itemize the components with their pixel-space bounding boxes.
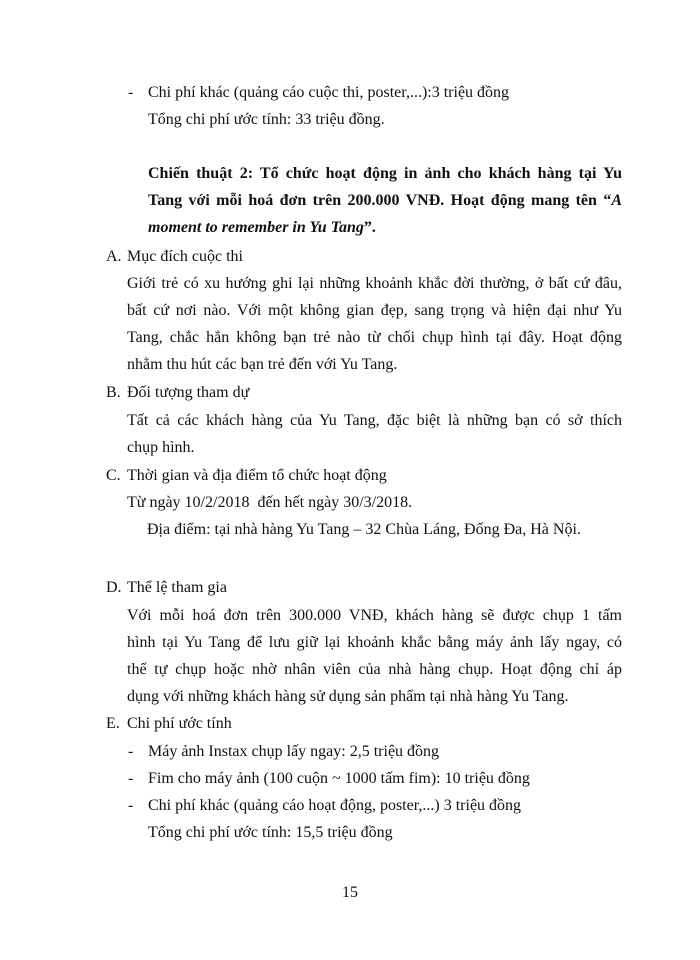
section-d-line: hình tại Yu Tang để lưu giữ lại khoảnh khắc bằng máy ảnh lấy ngay, có: [127, 634, 622, 651]
page-number: 15: [342, 884, 358, 901]
total-cost-line: Tổng chi phí ước tính: 33 triệu đồng.: [148, 111, 385, 128]
section-a-line: Giới trẻ có xu hướng ghi lại những khoảnh khắc đời thường, ở bất cứ đâu,: [127, 275, 622, 292]
strategy-heading-line3: [148, 217, 376, 239]
section-c-letter: C.: [106, 467, 121, 484]
section-e-total: Tổng chi phí ước tính: 15,5 triệu đồng: [148, 824, 393, 841]
section-e-letter: E.: [106, 715, 120, 732]
section-b-line: Tất cả các khách hàng của Yu Tang, đặc biệt là những bạn có sở thích: [127, 412, 622, 429]
strategy-text: Tang với mỗi hoá đơn trên 200.000 VNĐ. Hoạt động mang tên “: [148, 192, 612, 209]
section-a-line: nhằm thu hút các bạn trẻ đến với Yu Tang.: [127, 356, 398, 373]
section-a-line: bất cứ nơi nào. Với một không gian đẹp, sang trọng và hiện đại như Yu: [127, 302, 622, 319]
section-a-title: Mục đích cuộc thi: [127, 248, 243, 265]
strategy-heading-line2: [148, 190, 622, 212]
bullet-dash: -: [128, 770, 134, 787]
bullet-dash: -: [128, 797, 134, 814]
strategy-heading-line1: Chiến thuật 2: Tổ chức hoạt động in ảnh cho khách hàng tại Yu: [148, 165, 622, 182]
section-b-letter: B.: [106, 384, 121, 401]
strategy-italic-name: moment to remember in Yu Tang: [148, 219, 364, 236]
strategy-end: ”.: [363, 219, 376, 236]
section-d-title: Thể lệ tham gia: [127, 579, 227, 596]
bullet-dash: -: [128, 743, 134, 760]
section-c-place: Địa điểm: tại nhà hàng Yu Tang – 32 Chùa Láng, Đống Đa, Hà Nội.: [147, 521, 581, 538]
section-d-line: Với mỗi hoá đơn trên 300.000 VNĐ, khách hàng sẽ được chụp 1 tấm: [127, 607, 622, 624]
cost-item: Máy ảnh Instax chụp lấy ngay: 2,5 triệu đồng: [148, 743, 440, 760]
section-a-letter: A.: [106, 248, 122, 265]
cost-item: Chi phí khác (quảng cáo hoạt động, poster,...) 3 triệu đồng: [148, 797, 522, 814]
section-d-line: thể tự chụp hoặc nhờ nhân viên của nhà hàng chụp. Hoạt động chỉ áp: [127, 661, 622, 678]
section-e-title: Chi phí ước tính: [127, 715, 232, 732]
section-d-line: dụng với những khách hàng sử dụng sản phẩm tại nhà hàng Yu Tang.: [127, 688, 569, 705]
strategy-italic: A: [611, 192, 622, 209]
section-a-line: Tang, chắc hẳn không bạn trẻ nào từ chối chụp hình tại đây. Hoạt động: [127, 329, 622, 346]
section-b-title: Đối tượng tham dự: [127, 384, 250, 401]
bullet-dash: -: [128, 84, 134, 101]
section-c-title: Thời gian và địa điểm tổ chức hoạt động: [127, 467, 387, 484]
section-d-letter: D.: [106, 579, 122, 596]
section-c-time: Từ ngày 10/2/2018 đến hết ngày 30/3/2018.: [127, 494, 413, 511]
section-b-line: chụp hình.: [127, 439, 195, 456]
cost-item: Fim cho máy ảnh (100 cuộn ~ 1000 tấm fim): 10 triệu đồng: [148, 770, 530, 787]
other-cost-line: Chi phí khác (quảng cáo cuộc thi, poster,...):3 triệu đồng: [148, 84, 510, 101]
